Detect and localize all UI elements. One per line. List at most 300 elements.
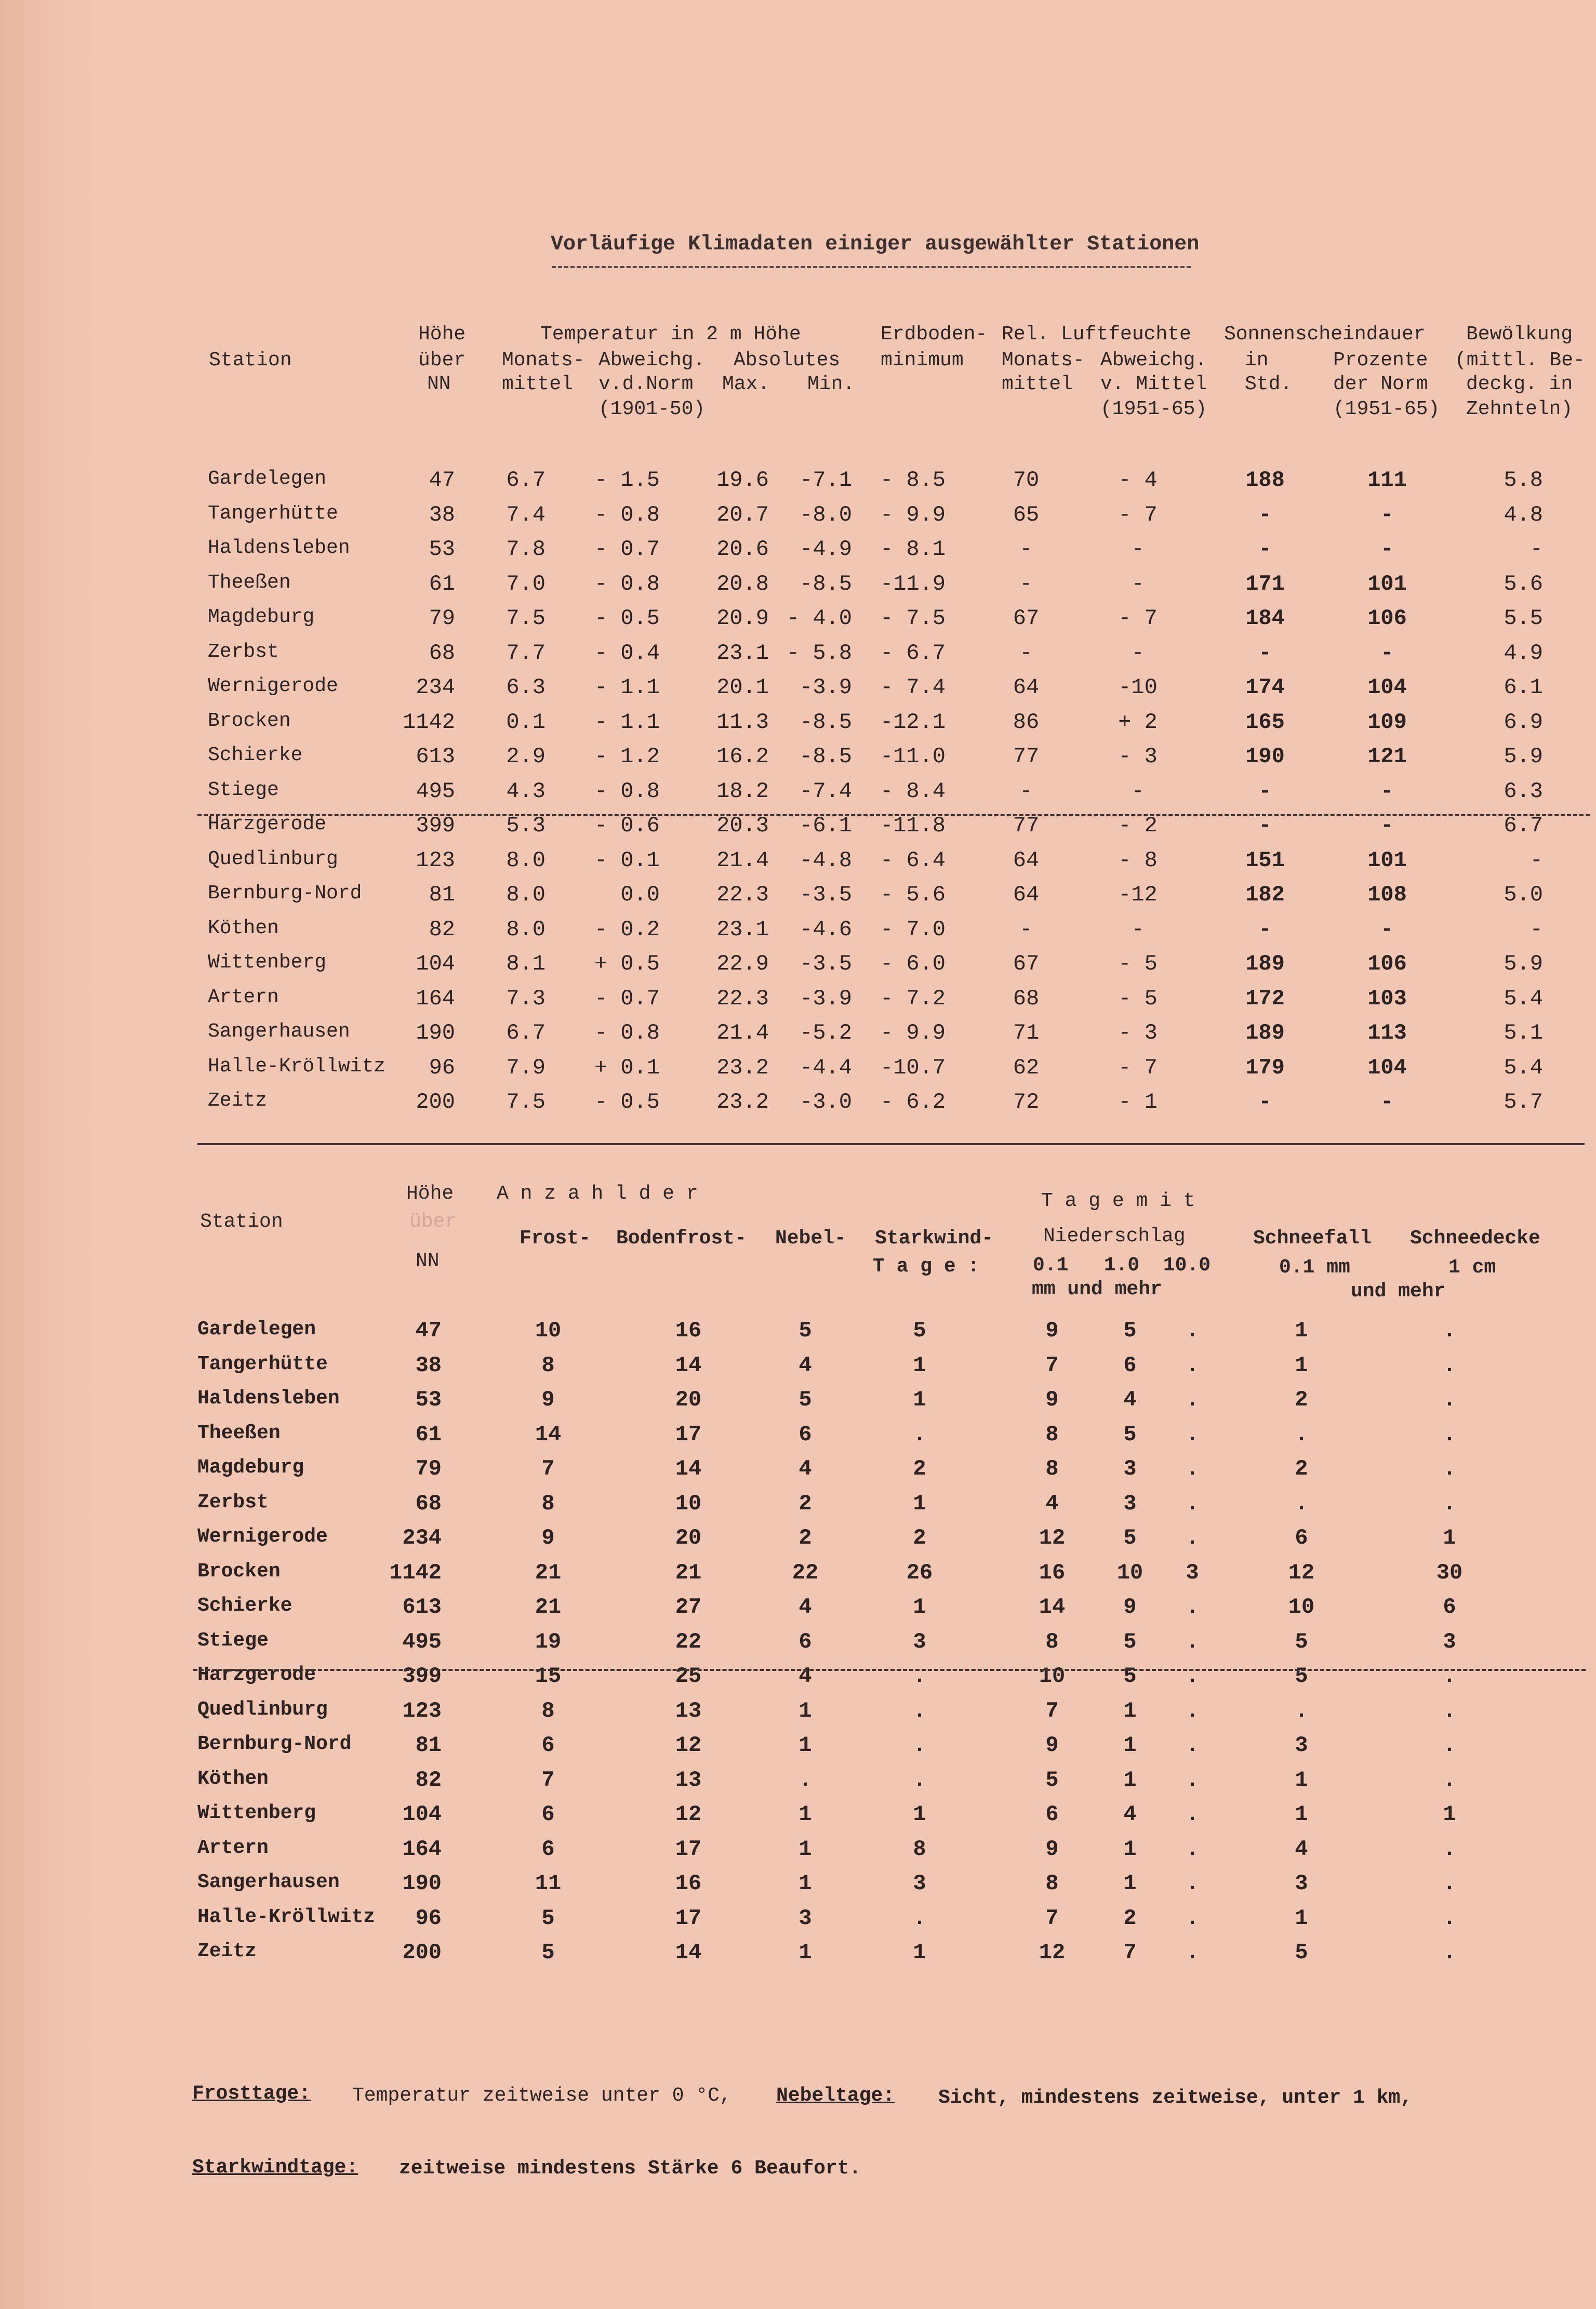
monatsmittel-cell: 6.3 xyxy=(506,675,546,700)
table1-row xyxy=(0,882,1596,913)
abweichung-cell: - 0.8 xyxy=(594,1020,660,1045)
schneedecke-cell: . xyxy=(1443,1698,1456,1723)
luft-abw-cell: - 5 xyxy=(1118,951,1158,976)
luft-abw-cell: - 7 xyxy=(1118,606,1158,631)
station-name-cell: Bernburg-Nord xyxy=(197,1733,352,1755)
luft-mittel-cell: 67 xyxy=(1013,951,1040,976)
nied-10-cell: 1 xyxy=(1123,1698,1137,1723)
schneedecke-cell: . xyxy=(1443,1387,1456,1412)
t1-header-luft-group: Rel. Luftfeuchte xyxy=(1002,323,1191,346)
erdboden-cell: - 6.4 xyxy=(880,847,946,873)
erdboden-cell: -11.9 xyxy=(880,571,946,596)
luft-abw-cell: - xyxy=(1131,917,1145,942)
schneefall-cell: 1 xyxy=(1295,1318,1308,1343)
erdboden-cell: - 8.4 xyxy=(880,778,946,804)
sonne-std-cell: - xyxy=(1258,537,1272,562)
starkwind-cell: . xyxy=(913,1905,926,1931)
luft-mittel-cell: 72 xyxy=(1013,1090,1040,1114)
luft-abw-cell: - 7 xyxy=(1118,502,1158,527)
luft-mittel-cell: 70 xyxy=(1013,468,1040,493)
monatsmittel-cell: 8.1 xyxy=(506,951,546,976)
schneedecke-cell: . xyxy=(1443,1318,1456,1343)
sonne-proz-cell: 109 xyxy=(1367,709,1407,735)
monatsmittel-cell: 8.0 xyxy=(506,917,546,942)
max-cell: 22.9 xyxy=(716,951,769,976)
abweichung-cell: - 0.5 xyxy=(594,1090,660,1114)
bewoelkung-cell: 6.3 xyxy=(1504,778,1543,804)
hoehe-cell: 123 xyxy=(416,847,455,873)
table1-row xyxy=(0,813,1596,844)
bodenfrost-cell: 20 xyxy=(675,1525,702,1550)
monatsmittel-cell: 7.5 xyxy=(506,1090,546,1114)
bodenfrost-cell: 12 xyxy=(675,1802,702,1827)
monatsmittel-cell: 8.0 xyxy=(506,882,546,907)
nied-100-cell: . xyxy=(1186,1422,1199,1447)
schneedecke-cell: . xyxy=(1443,1905,1456,1931)
t1-header-absolutes: Absolutes xyxy=(734,349,841,371)
min-cell: -4.8 xyxy=(800,847,852,873)
min-cell: -3.0 xyxy=(800,1090,852,1114)
sonne-std-cell: - xyxy=(1258,813,1272,838)
table2-row xyxy=(0,1595,1596,1626)
t1-header-hoehe-2: über xyxy=(418,349,466,371)
station-name-cell: Harzgerode xyxy=(208,813,327,835)
nied-100-cell: 3 xyxy=(1186,1560,1199,1585)
hoehe-cell: 82 xyxy=(415,1767,442,1793)
hoehe-cell: 190 xyxy=(402,1871,442,1896)
sonne-std-cell: 174 xyxy=(1245,675,1285,700)
schneefall-cell: 1 xyxy=(1295,1802,1308,1827)
station-name-cell: Sangerhausen xyxy=(208,1020,350,1043)
bodenfrost-cell: 20 xyxy=(675,1387,702,1412)
frost-cell: 5 xyxy=(541,1940,555,1965)
bewoelkung-cell: 5.7 xyxy=(1504,1090,1543,1114)
erdboden-cell: -11.8 xyxy=(880,813,946,838)
min-cell: -6.1 xyxy=(800,813,852,838)
hoehe-cell: 495 xyxy=(402,1629,442,1654)
station-name-cell: Schierke xyxy=(197,1595,292,1617)
luft-mittel-cell: - xyxy=(1019,778,1033,804)
abweichung-cell: - 0.5 xyxy=(594,606,660,631)
station-name-cell: Theeßen xyxy=(197,1422,281,1444)
luft-mittel-cell: - xyxy=(1019,640,1033,666)
schneefall-cell: 12 xyxy=(1288,1560,1315,1585)
bodenfrost-cell: 22 xyxy=(675,1629,702,1654)
hoehe-cell: 61 xyxy=(429,571,455,596)
schneefall-cell: 2 xyxy=(1295,1456,1308,1481)
min-cell: -3.5 xyxy=(800,951,852,976)
starkwind-cell: . xyxy=(913,1733,926,1758)
table2-row xyxy=(0,1491,1596,1522)
nebel-cell: 6 xyxy=(799,1422,812,1447)
starkwind-cell: 1 xyxy=(913,1387,926,1412)
max-cell: 20.3 xyxy=(716,813,769,838)
nied-10-cell: 9 xyxy=(1123,1595,1137,1620)
bodenfrost-cell: 17 xyxy=(675,1422,702,1447)
sonne-proz-cell: 101 xyxy=(1367,571,1407,596)
nied-100-cell: . xyxy=(1186,1905,1199,1931)
hoehe-cell: 164 xyxy=(416,986,455,1011)
t1-header-luft-abw-3: (1951-65) xyxy=(1100,398,1207,420)
sonne-std-cell: 182 xyxy=(1245,882,1285,907)
nied-100-cell: . xyxy=(1186,1767,1199,1793)
sonne-proz-cell: - xyxy=(1380,640,1394,666)
frost-cell: 19 xyxy=(535,1629,562,1654)
t1-header-hoehe-1: Höhe xyxy=(418,323,466,346)
schneefall-cell: . xyxy=(1295,1491,1308,1516)
sonne-proz-cell: 106 xyxy=(1367,606,1407,631)
abweichung-cell: - 1.1 xyxy=(594,709,660,735)
hoehe-cell: 495 xyxy=(416,778,455,804)
luft-abw-cell: - 3 xyxy=(1118,1020,1158,1045)
frost-cell: 14 xyxy=(535,1422,562,1447)
nied-100-cell: . xyxy=(1186,1802,1199,1827)
t1-header-luft-abw-1: Abweichg. xyxy=(1100,349,1207,371)
luft-mittel-cell: 71 xyxy=(1013,1020,1040,1045)
abweichung-cell: - 0.6 xyxy=(594,813,660,838)
starkwind-cell: 1 xyxy=(913,1352,926,1378)
station-name-cell: Brocken xyxy=(208,709,291,732)
table2-row xyxy=(0,1353,1596,1384)
bodenfrost-cell: 13 xyxy=(675,1698,702,1723)
sonne-std-cell: - xyxy=(1258,640,1272,666)
t2-header-anzahl: A n z a h l d e r xyxy=(497,1183,698,1205)
erdboden-cell: -12.1 xyxy=(880,709,946,735)
schneefall-cell: 5 xyxy=(1295,1664,1308,1689)
erdboden-cell: - 6.7 xyxy=(880,640,946,666)
t1-header-sonne-proz-2: der Norm xyxy=(1333,373,1428,395)
starkwind-cell: . xyxy=(913,1664,926,1689)
sonne-std-cell: - xyxy=(1258,502,1272,527)
footnote-frost-text: Temperatur zeitweise unter 0 °C, xyxy=(352,2085,732,2107)
sonne-std-cell: 179 xyxy=(1245,1055,1285,1080)
luft-abw-cell: - 7 xyxy=(1118,1055,1158,1080)
schneefall-cell: 6 xyxy=(1295,1525,1308,1550)
nied-10-cell: 5 xyxy=(1123,1629,1137,1654)
schneedecke-cell: 6 xyxy=(1443,1595,1456,1620)
schneedecke-cell: . xyxy=(1443,1491,1456,1516)
schneefall-cell: 5 xyxy=(1295,1940,1308,1965)
nied-01-cell: 12 xyxy=(1039,1525,1066,1550)
table2-row xyxy=(0,1906,1596,1937)
hoehe-cell: 399 xyxy=(416,813,455,838)
starkwind-cell: 2 xyxy=(913,1525,926,1550)
starkwind-cell: 1 xyxy=(913,1491,926,1516)
luft-abw-cell: -10 xyxy=(1118,675,1158,700)
table1-row xyxy=(0,1055,1596,1086)
nebel-cell: 1 xyxy=(799,1698,812,1723)
starkwind-cell: . xyxy=(913,1698,926,1723)
nied-100-cell: . xyxy=(1186,1491,1199,1516)
starkwind-cell: . xyxy=(913,1767,926,1793)
hoehe-cell: 104 xyxy=(402,1802,442,1827)
nebel-cell: 3 xyxy=(799,1905,812,1931)
station-name-cell: Zeitz xyxy=(197,1940,257,1962)
sonne-std-cell: 190 xyxy=(1245,744,1285,769)
bodenfrost-cell: 16 xyxy=(675,1871,702,1896)
starkwind-cell: 3 xyxy=(913,1871,926,1896)
sonne-std-cell: 151 xyxy=(1245,847,1285,873)
abweichung-cell: - 0.4 xyxy=(594,640,660,666)
nied-10-cell: 1 xyxy=(1123,1871,1137,1896)
t2-header-schneefall-unit: 0.1 mm xyxy=(1279,1256,1350,1279)
t1-dashed-divider xyxy=(197,814,1590,816)
bewoelkung-cell: - xyxy=(1530,847,1543,873)
schneefall-cell: 2 xyxy=(1295,1387,1308,1412)
station-name-cell: Artern xyxy=(208,986,279,1008)
luft-abw-cell: - 4 xyxy=(1118,468,1158,493)
nebel-cell: 4 xyxy=(799,1456,812,1481)
starkwind-cell: 1 xyxy=(913,1940,926,1965)
erdboden-cell: -11.0 xyxy=(880,744,946,769)
t2-header-frost: Frost- xyxy=(520,1227,591,1250)
nied-01-cell: 8 xyxy=(1045,1456,1059,1481)
nied-10-cell: 2 xyxy=(1123,1905,1137,1931)
min-cell: -3.9 xyxy=(800,675,852,700)
schneedecke-cell: 1 xyxy=(1443,1802,1456,1827)
min-cell: -3.5 xyxy=(800,882,852,907)
erdboden-cell: - 9.9 xyxy=(880,1020,946,1045)
schneedecke-cell: 3 xyxy=(1443,1629,1456,1654)
table2-row xyxy=(0,1664,1596,1695)
bewoelkung-cell: 4.8 xyxy=(1504,502,1543,527)
sonne-proz-cell: 101 xyxy=(1367,847,1407,873)
monatsmittel-cell: 7.5 xyxy=(506,606,546,631)
table1-row xyxy=(0,537,1596,568)
luft-mittel-cell: 86 xyxy=(1013,709,1040,735)
max-cell: 23.2 xyxy=(716,1055,769,1080)
bewoelkung-cell: 5.6 xyxy=(1504,571,1543,596)
nied-10-cell: 1 xyxy=(1123,1733,1137,1758)
table1-row xyxy=(0,1020,1596,1052)
nied-100-cell: . xyxy=(1186,1664,1199,1689)
frost-cell: 6 xyxy=(541,1733,555,1758)
sonne-std-cell: 171 xyxy=(1245,571,1285,596)
table2-row xyxy=(0,1768,1596,1799)
station-name-cell: Stiege xyxy=(208,778,279,801)
hoehe-cell: 200 xyxy=(402,1940,442,1965)
bewoelkung-cell: 4.9 xyxy=(1504,640,1543,666)
erdboden-cell: - 7.4 xyxy=(880,675,946,700)
hoehe-cell: 399 xyxy=(402,1664,442,1689)
station-name-cell: Schierke xyxy=(208,744,303,766)
sonne-proz-cell: 104 xyxy=(1367,675,1407,700)
monatsmittel-cell: 4.3 xyxy=(506,778,546,804)
luft-mittel-cell: 68 xyxy=(1013,986,1040,1011)
sonne-proz-cell: 103 xyxy=(1367,986,1407,1011)
nied-01-cell: 4 xyxy=(1045,1491,1059,1516)
hoehe-cell: 104 xyxy=(416,951,455,976)
nebel-cell: 1 xyxy=(799,1733,812,1758)
station-name-cell: Zeitz xyxy=(208,1090,268,1112)
monatsmittel-cell: 7.0 xyxy=(506,571,546,596)
starkwind-cell: 5 xyxy=(913,1318,926,1343)
frost-cell: 21 xyxy=(535,1560,562,1585)
nied-10-cell: 5 xyxy=(1123,1525,1137,1550)
min-cell: -8.0 xyxy=(800,502,852,527)
t1-header-max: Max. xyxy=(722,373,770,395)
table2-row xyxy=(0,1733,1596,1764)
max-cell: 23.1 xyxy=(716,917,769,942)
nied-10-cell: 10 xyxy=(1116,1560,1143,1585)
t1-header-sonne-proz-3: (1951-65) xyxy=(1333,398,1440,420)
nied-10-cell: 3 xyxy=(1123,1456,1137,1481)
table1-row xyxy=(0,917,1596,948)
nebel-cell: 1 xyxy=(799,1802,812,1827)
nied-100-cell: . xyxy=(1186,1871,1199,1896)
schneefall-cell: 5 xyxy=(1295,1629,1308,1654)
nied-100-cell: . xyxy=(1186,1698,1199,1723)
nied-100-cell: . xyxy=(1186,1940,1199,1965)
sonne-proz-cell: - xyxy=(1380,813,1394,838)
nebel-cell: 22 xyxy=(792,1560,819,1585)
nebel-cell: 2 xyxy=(799,1491,812,1516)
max-cell: 20.8 xyxy=(716,571,769,596)
station-name-cell: Bernburg-Nord xyxy=(208,882,362,905)
bodenfrost-cell: 17 xyxy=(675,1905,702,1931)
sonne-proz-cell: 104 xyxy=(1367,1055,1407,1080)
abweichung-cell: - 0.8 xyxy=(594,571,660,596)
bodenfrost-cell: 10 xyxy=(675,1491,702,1516)
schneefall-cell: . xyxy=(1295,1422,1308,1447)
starkwind-cell: 1 xyxy=(913,1802,926,1827)
nebel-cell: 4 xyxy=(799,1352,812,1378)
table1-row xyxy=(0,951,1596,983)
station-name-cell: Haldensleben xyxy=(197,1387,340,1410)
frost-cell: 8 xyxy=(541,1698,555,1723)
t1-header-luft-abw-2: v. Mittel xyxy=(1100,373,1207,395)
min-cell: -7.4 xyxy=(800,778,852,804)
hoehe-cell: 96 xyxy=(429,1055,455,1080)
hoehe-cell: 96 xyxy=(415,1905,442,1931)
nied-01-cell: 8 xyxy=(1045,1629,1059,1654)
max-cell: 20.1 xyxy=(716,675,769,700)
nied-01-cell: 5 xyxy=(1045,1767,1059,1793)
t2-header-station: Station xyxy=(200,1211,283,1233)
abweichung-cell: - 0.8 xyxy=(594,778,660,804)
abweichung-cell: - 1.1 xyxy=(594,675,660,700)
station-name-cell: Sangerhausen xyxy=(197,1871,340,1893)
nebel-cell: 1 xyxy=(799,1940,812,1965)
table1-row xyxy=(0,606,1596,637)
t1-header-abw-3: (1901-50) xyxy=(598,398,706,420)
t2-header-schneedecke-unit: 1 cm xyxy=(1448,1256,1496,1279)
station-name-cell: Gardelegen xyxy=(208,468,327,490)
hoehe-cell: 81 xyxy=(415,1733,442,1758)
table1-row xyxy=(0,779,1596,810)
station-name-cell: Wernigerode xyxy=(197,1525,328,1548)
sonne-std-cell: 189 xyxy=(1245,951,1285,976)
erdboden-cell: - 8.5 xyxy=(880,468,946,493)
max-cell: 21.4 xyxy=(716,847,769,873)
erdboden-cell: - 6.2 xyxy=(880,1090,946,1114)
nied-10-cell: 3 xyxy=(1123,1491,1137,1516)
table2-row xyxy=(0,1940,1596,1971)
luft-mittel-cell: - xyxy=(1019,537,1033,562)
table1-row xyxy=(0,710,1596,741)
hoehe-cell: 61 xyxy=(415,1422,442,1447)
luft-mittel-cell: 64 xyxy=(1013,847,1040,873)
erdboden-cell: -10.7 xyxy=(880,1055,946,1080)
nebel-cell: 4 xyxy=(799,1664,812,1689)
table1-row xyxy=(0,986,1596,1017)
starkwind-cell: 26 xyxy=(906,1560,933,1585)
station-name-cell: Zerbst xyxy=(197,1491,269,1514)
luft-abw-cell: - xyxy=(1131,571,1145,596)
max-cell: 21.4 xyxy=(716,1020,769,1045)
t1-bottom-rule xyxy=(197,1143,1585,1145)
monatsmittel-cell: 8.0 xyxy=(506,847,546,873)
nied-01-cell: 14 xyxy=(1039,1595,1066,1620)
hoehe-cell: 123 xyxy=(402,1698,442,1723)
bewoelkung-cell: 6.1 xyxy=(1504,675,1543,700)
t1-header-sonne-std-1: in xyxy=(1245,349,1269,371)
luft-abw-cell: - 1 xyxy=(1118,1090,1158,1114)
luft-mittel-cell: 65 xyxy=(1013,502,1040,527)
starkwind-cell: 8 xyxy=(913,1836,926,1862)
table1-row xyxy=(0,572,1596,603)
sonne-std-cell: 172 xyxy=(1245,986,1285,1011)
t2-header-bodenfrost: Bodenfrost- xyxy=(616,1227,747,1250)
sonne-std-cell: 165 xyxy=(1245,709,1285,735)
max-cell: 16.2 xyxy=(716,744,769,769)
sonne-std-cell: - xyxy=(1258,778,1272,804)
sonne-std-cell: 184 xyxy=(1245,606,1285,631)
abweichung-cell: - 1.2 xyxy=(594,744,660,769)
bewoelkung-cell: 5.0 xyxy=(1504,882,1543,907)
nied-100-cell: . xyxy=(1186,1733,1199,1758)
frost-cell: 11 xyxy=(535,1871,562,1896)
nied-01-cell: 7 xyxy=(1045,1905,1059,1931)
station-name-cell: Artern xyxy=(197,1836,269,1859)
bodenfrost-cell: 27 xyxy=(675,1595,702,1620)
table1-row xyxy=(0,1090,1596,1121)
nied-100-cell: . xyxy=(1186,1525,1199,1550)
t2-header-schneefall: Schneefall xyxy=(1253,1227,1372,1250)
t1-header-abw-1: Abweichg. xyxy=(598,349,706,371)
erdboden-cell: - 6.0 xyxy=(880,951,946,976)
t1-header-min: Min. xyxy=(807,373,855,395)
table2-row xyxy=(0,1525,1596,1557)
title-underline xyxy=(552,266,1191,268)
t1-header-bew-3: deckg. in xyxy=(1466,373,1573,395)
t1-header-station: Station xyxy=(209,349,292,371)
table2-row xyxy=(0,1698,1596,1730)
luft-abw-cell: - xyxy=(1131,640,1145,666)
station-name-cell: Halle-Kröllwitz xyxy=(208,1055,386,1078)
t2-header-nied-unit: mm und mehr xyxy=(1032,1278,1162,1301)
schneefall-cell: 3 xyxy=(1295,1871,1308,1896)
station-name-cell: Wittenberg xyxy=(208,951,327,974)
hoehe-cell: 1142 xyxy=(403,709,455,735)
nied-10-cell: 4 xyxy=(1123,1387,1137,1412)
bodenfrost-cell: 13 xyxy=(675,1767,702,1793)
nied-100-cell: . xyxy=(1186,1836,1199,1862)
sonne-std-cell: - xyxy=(1258,1090,1272,1114)
sonne-proz-cell: - xyxy=(1380,1090,1394,1114)
sonne-proz-cell: 108 xyxy=(1367,882,1407,907)
t1-header-luft-mittel-2: mittel xyxy=(1002,373,1073,395)
min-cell: -8.5 xyxy=(800,744,852,769)
sonne-proz-cell: - xyxy=(1380,778,1394,804)
min-cell: -3.9 xyxy=(800,986,852,1011)
hoehe-cell: 79 xyxy=(429,606,455,631)
bewoelkung-cell: 5.9 xyxy=(1504,951,1543,976)
bewoelkung-cell: 5.4 xyxy=(1504,986,1543,1011)
nied-100-cell: . xyxy=(1186,1456,1199,1481)
t1-header-monatsmittel-1: Monats- xyxy=(502,349,585,371)
schneedecke-cell: . xyxy=(1443,1871,1456,1896)
